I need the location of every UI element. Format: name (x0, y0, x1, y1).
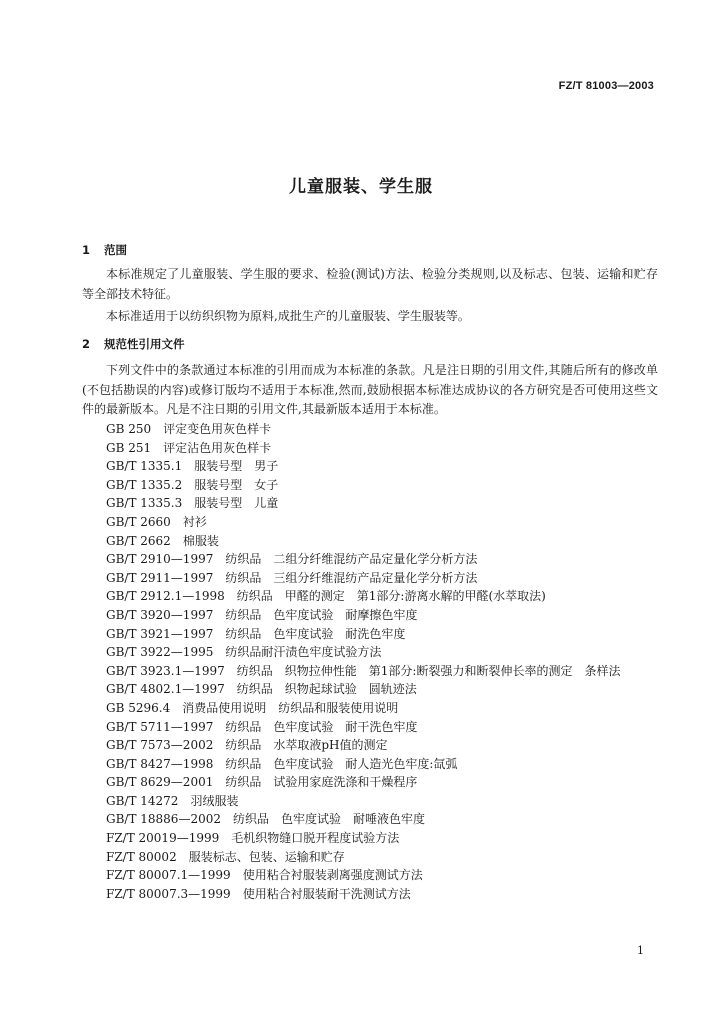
reference-item (82, 866, 662, 885)
page-number: 1 (637, 944, 644, 957)
reference-item (82, 699, 662, 718)
reference-item (82, 848, 662, 867)
reference-code: GB/T 3922—1995 (106, 645, 214, 660)
reference-item (82, 420, 662, 439)
reference-item (82, 810, 662, 829)
document-title: 儿童服装、学生服 (289, 177, 433, 197)
reference-code: GB/T 2911—1997 (106, 570, 214, 585)
reference-title: 纺织品 色牢度试验 耐洗色牢度 (225, 626, 406, 641)
reference-code: GB 251 (106, 440, 152, 455)
reference-item (82, 569, 662, 588)
reference-code: GB/T 2912.1—1998 (106, 589, 225, 604)
reference-title: 纺织品 色牢度试验 耐人造光色牢度:氙弧 (225, 756, 458, 771)
reference-title: 纺织品 水萃取液pH值的测定 (225, 738, 388, 753)
reference-code: GB/T 14272 (106, 793, 179, 808)
reference-code: GB/T 2662 (106, 533, 171, 548)
reference-item (82, 439, 662, 458)
reference-code: FZ/T 80007.3—1999 (106, 886, 231, 901)
section-1-number: 1 (82, 243, 91, 257)
reference-code: GB/T 2910—1997 (106, 552, 214, 567)
reference-item (82, 829, 662, 848)
reference-title: 羽绒服装 (190, 793, 239, 808)
reference-title: 消费品使用说明 纺织品和服装使用说明 (182, 700, 399, 715)
reference-title: 纺织品 甲醛的测定 第1部分:游离水解的甲醛(水萃取法) (236, 589, 546, 604)
reference-title: 衬衫 (182, 514, 207, 529)
reference-title: 纺织品 色牢度试验 耐干洗色牢度 (225, 719, 418, 734)
reference-title: 服装号型 女子 (194, 477, 279, 492)
section-2-paragraph-1: 下列文件中的条款通过本标准的引用而成为本标准的条款。凡是注日期的引用文件,其随后所有的修改单(不包括勘误的内容)或修订版均不适用于本标准,然而,鼓励根据本标准达成协议的各方研究是否可使用这些文件的最新版本。凡是不注日期的引用文件,其最新版本适用于本标准。 (82, 363, 658, 416)
reference-code: GB/T 3921—1997 (106, 626, 214, 641)
reference-title: 纺织品 试验用家庭洗涤和干燥程序 (225, 775, 418, 790)
reference-code: GB/T 1335.1 (106, 459, 183, 474)
reference-item (82, 718, 662, 737)
reference-title: 服装号型 男子 (194, 459, 279, 474)
section-1-paragraph-1: 本标准规定了儿童服装、学生服的要求、检验(测试)方法、检验分类规则,以及标志、包装、运输和贮存等全部技术特征。 (82, 267, 658, 301)
section-1-paragraph-2: 本标准适用于以纺织织物为原料,成批生产的儿童服装、学生服装等。 (106, 309, 470, 323)
reference-code: GB/T 3923.1—1997 (106, 663, 225, 678)
reference-title: 评定变色用灰色样卡 (163, 422, 272, 436)
section-2-heading (82, 336, 185, 352)
reference-title: 毛机织物缝口脱开程度试验方法 (231, 831, 400, 846)
reference-item (82, 625, 662, 644)
reference-title: 服装标志、包装、运输和贮存 (188, 849, 345, 864)
reference-title: 纺织品 色牢度试验 耐摩擦色牢度 (225, 607, 418, 622)
reference-code: GB 250 (106, 422, 152, 436)
reference-code: GB/T 8629—2001 (106, 775, 214, 790)
reference-item (82, 550, 662, 569)
reference-item (82, 885, 662, 904)
reference-title: 纺织品 三组分纤维混纺产品定量化学分析方法 (225, 570, 478, 585)
reference-title: 棉服装 (182, 533, 219, 548)
section-1-title: 范围 (104, 243, 127, 257)
reference-code: GB/T 2660 (106, 514, 171, 529)
reference-item (82, 494, 662, 513)
reference-title: 纺织品 色牢度试验 耐唾液色牢度 (232, 812, 425, 827)
reference-code: FZ/T 80002 (106, 849, 177, 864)
reference-item (82, 792, 662, 811)
reference-title: 纺织品 织物起球试验 圆轨迹法 (236, 682, 417, 697)
reference-title: 纺织品 织物拉伸性能 第1部分:断裂强力和断裂伸长率的测定 条样法 (236, 663, 621, 678)
reference-code: GB/T 7573—2002 (106, 738, 214, 753)
reference-code: GB/T 18886—2002 (106, 812, 221, 827)
standard-number: FZ/T 81003—2003 (558, 80, 654, 92)
reference-code: GB/T 4802.1—1997 (106, 682, 225, 697)
reference-item (82, 513, 662, 532)
reference-code: GB/T 1335.3 (106, 496, 183, 511)
reference-item (82, 680, 662, 699)
section-2-number: 2 (82, 337, 91, 351)
reference-title: 服装号型 儿童 (194, 496, 279, 511)
normative-references-list (82, 420, 662, 903)
reference-item (82, 736, 662, 755)
reference-code: GB 5296.4 (106, 700, 171, 715)
section-2-title: 规范性引用文件 (104, 337, 185, 351)
reference-item (82, 587, 662, 606)
reference-item (82, 773, 662, 792)
reference-item (82, 476, 662, 495)
reference-title: 使用粘合衬服装剥离强度测试方法 (242, 868, 423, 883)
section-1-heading (82, 242, 127, 258)
reference-title: 评定沾色用灰色样卡 (163, 440, 272, 455)
reference-item (82, 755, 662, 774)
reference-item (82, 457, 662, 476)
reference-item (82, 606, 662, 625)
reference-code: GB/T 5711—1997 (106, 719, 214, 734)
reference-title: 纺织品耐汗渍色牢度试验方法 (225, 645, 382, 660)
reference-code: GB/T 3920—1997 (106, 607, 214, 622)
reference-code: GB/T 1335.2 (106, 477, 183, 492)
reference-code: GB/T 8427—1998 (106, 756, 214, 771)
reference-item (82, 532, 662, 551)
reference-code: FZ/T 20019—1999 (106, 831, 220, 846)
reference-code: FZ/T 80007.1—1999 (106, 868, 231, 883)
reference-title: 纺织品 二组分纤维混纺产品定量化学分析方法 (225, 552, 478, 567)
reference-item (82, 643, 662, 662)
reference-title: 使用粘合衬服装耐干洗测试方法 (242, 886, 411, 901)
reference-item (82, 662, 662, 681)
